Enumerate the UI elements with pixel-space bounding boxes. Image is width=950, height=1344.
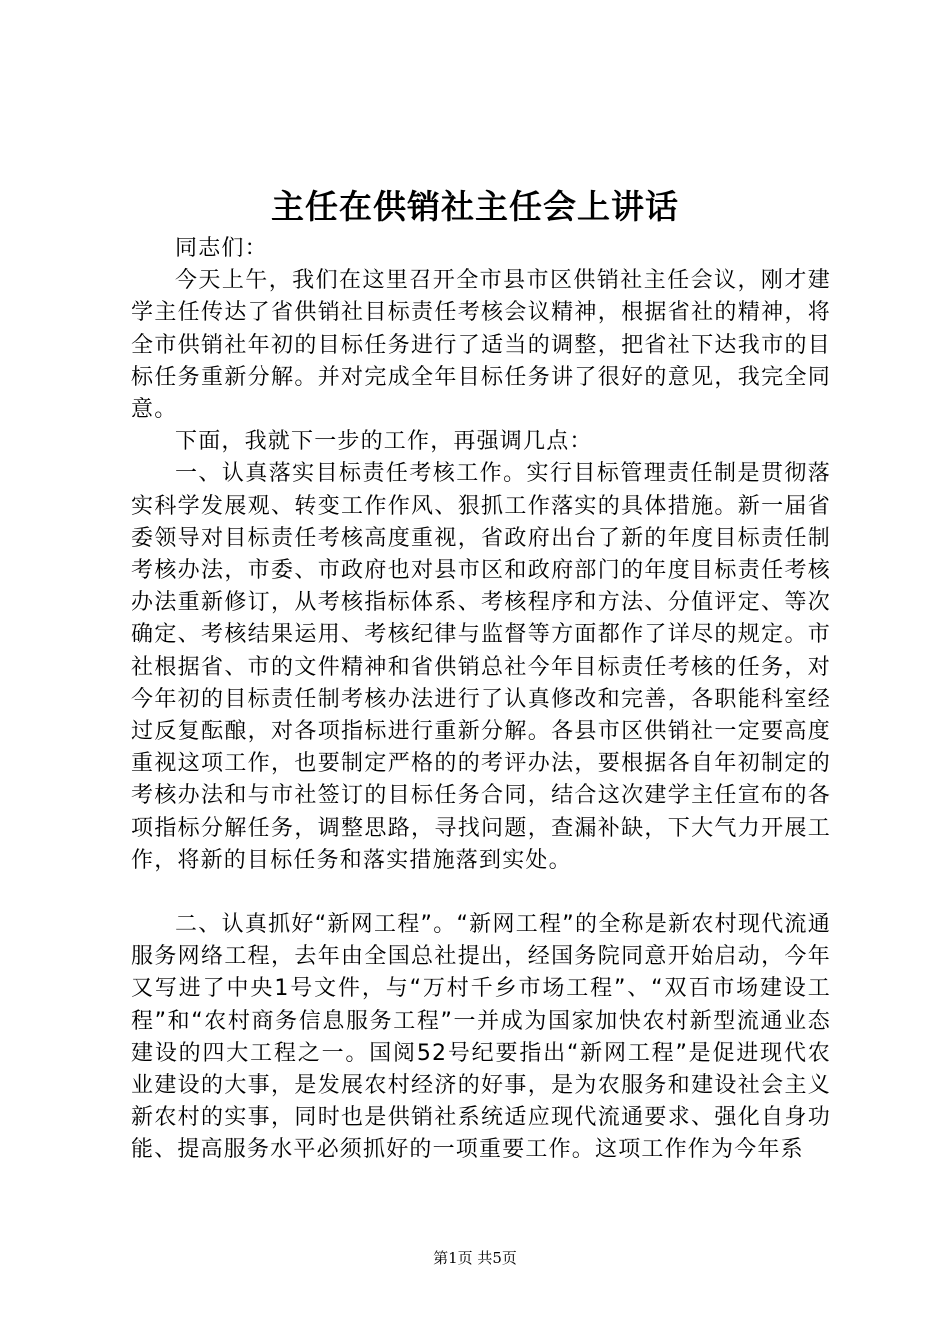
- document-body: [131, 233, 831, 1167]
- intro-paragraph: 今天上午，我们在这里召开全市县市区供销社主任会议，刚才建学主任传达了省供销社目标责任考核会议精神，根据省社的精神，将全市供销社年初的目标任务进行了适当的调整，把省社下达我市的目标任务重新分解。并对完成全年目标任务讲了很好的意见，我完全同意。: [131, 268, 831, 423]
- page-footer: 第1页 共5页: [433, 1249, 517, 1267]
- point-one-paragraph: 一、认真落实目标责任考核工作。实行目标管理责任制是贯彻落实科学发展观、转变工作作风、狠抓工作落实的具体措施。新一届省委领导对目标责任考核高度重视，省政府出台了新的年度目标责任制考核办法，市委、市政府也对县市区和政府部门的年度目标责任考核办法重新修订，从考核指标体系、考核程序和方法、分值评定、等次确定、考核结果运用、考核纪律与监督等方面都作了详尽的规定。市社根据省、市的文件精神和省供销总社今年目标责任考核的任务，对今年初的目标责任制考核办法进行了认真修改和完善，各职能科室经过反复酝酿，对各项指标进行重新分解。各县市区供销社一定要高度重视这项工作，也要制定严格的的考评办法，要根据各自年初制定的考核办法和与市社签订的目标任务合同，结合这次建学主任宣布的各项指标分解任务，调整思路，寻找问题，查漏补缺，下大气力开展工作，将新的目标任务和落实措施落到实处。: [131, 461, 831, 873]
- point-two-paragraph: 二、认真抓好“新网工程”。“新网工程”的全称是新农村现代流通服务网络工程，去年由全国总社提出，经国务院同意开始启动，今年又写进了中央1号文件，与“万村千乡市场工程”、“双百市场建设工程”和“农村商务信息服务工程”一并成为国家加快农村新型流通业态建设的四大工程之一。国阅52号纪要指出“新网工程”是促进现代农业建设的大事，是发展农村经济的好事，是为农服务和建设社会主义新农村的实事，同时也是供销社系统适应现代流通要求、强化自身功能、提高服务水平必须抓好的一项重要工作。这项工作作为今年系: [131, 912, 831, 1163]
- transition-paragraph: 下面，我就下一步的工作，再强调几点：: [175, 429, 593, 455]
- salutation-paragraph: 同志们：: [175, 236, 268, 261]
- document-title: 主任在供销社主任会上讲话: [271, 187, 679, 226]
